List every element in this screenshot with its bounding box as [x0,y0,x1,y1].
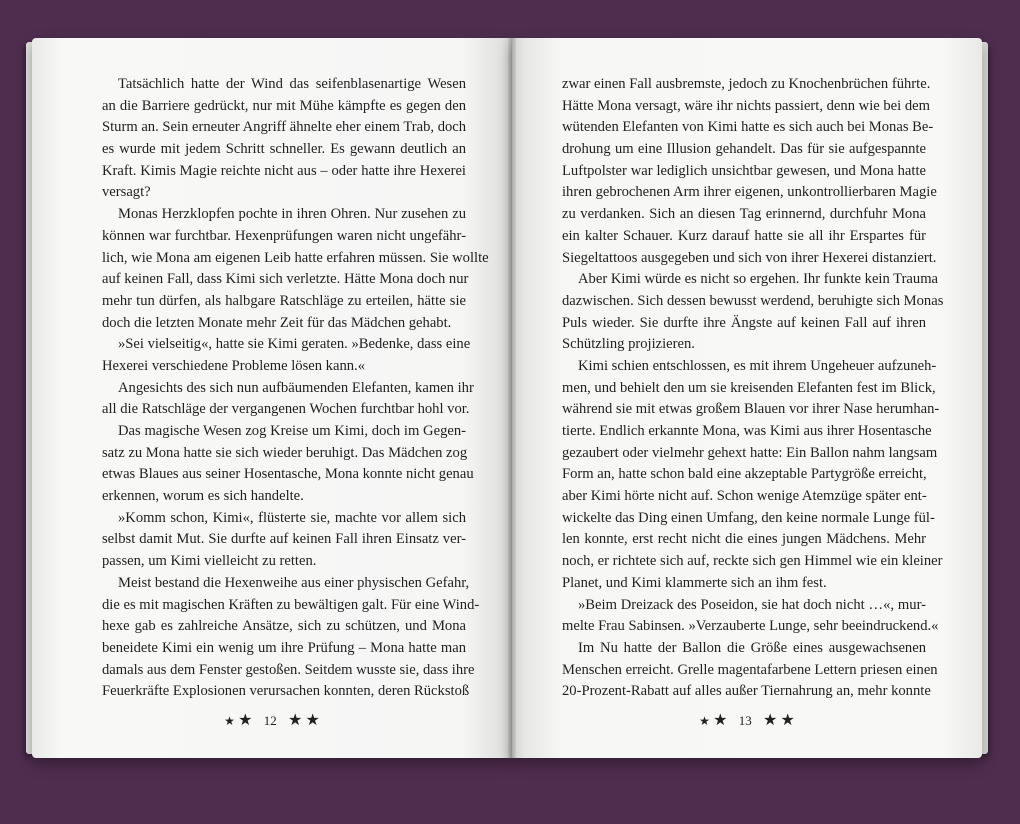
text-line: »Sei vielseitig«, hatte sie Kimi geraten. »Bedenke, dass eine [118,336,471,353]
text-line: auf keinen Fall, dass Kimi sich verletzte. Hätte Mona doch nur [102,271,469,288]
text-line: tierte. Endlich erkannte Mona, was Kimi aus ihrer Hosentasche [562,423,932,439]
open-book [32,38,988,764]
text-line: mehr tun dürfen, als halbgare Ratschläge zu erteilen, hätte sie [102,292,466,309]
text-line: Meist bestand die Hexenweihe aus einer physischen Gefahr, [118,574,470,591]
text-line: versagt? [102,184,151,201]
text-line: es wurde mit jedem Schritt schneller. Es gewann deutlich an [102,141,466,158]
text-line: noch, er richtete sich auf, reckte sich gen Himmel wie ein kleiner [562,553,943,570]
text-line: »Komm schon, Kimi«, flüsterte sie, machte vor allem sich [118,509,466,526]
text-line: etwas Blaues aus seiner Hosentasche, Mona konnte nicht genau [102,466,474,483]
text-line: men, und behielt den um sie kreisenden Elefanten fest im Blick, [562,379,936,396]
left-page [32,38,512,758]
star-icon: ★ [699,714,710,728]
text-line: selbst damit Mut. Sie durfte auf keinen Fall ihren Einsatz ver- [102,531,466,548]
text-line: Aber Kimi würde es nicht so ergehen. Ihr funkte kein Trauma [578,271,939,288]
text-line: Menschen erreicht. Grelle magentafarbene Lettern priesen einen [562,661,938,678]
text-line: 20-Prozent-Rabatt auf alles außer Tiernahrung an, mehr konnte [562,683,931,700]
right-page-text [562,74,944,703]
text-line: ihren gebrochenen Arm ihrer eigenen, unkontrollierbaren Magie [562,184,937,201]
text-line: gezaubert oder vielmehr gehext hatte: Ein Ballon nahm langsam [562,444,938,461]
text-line: satz zu Mona hatte sie sich wieder beruhigt. Das Mädchen zog [102,444,468,461]
star-icon: ★ [238,712,253,729]
text-line: beneidete Kimi ein wenig um ihre Prüfung – Mona hatte man [102,639,466,656]
text-line: melte Frau Sabinsen. »Verzauberte Lunge, sehr beeindruckend.« [562,618,939,635]
star-icon: ★ [713,712,728,729]
text-line: zwar einen Fall ausbremste, jedoch zu Knochenbrüchen führte. [562,76,931,92]
text-line: Siegeltattoos ausgegeben und sich von ihrer Hexerei distanziert. [562,249,937,266]
text-line: len konnte, erst recht nicht die eines jungen Mädchens. Mehr [562,531,926,548]
text-line: Im Nu hatte der Ballon die Größe eines ausgewachsenen [578,639,926,656]
page-number: 13 [738,713,752,728]
text-line: Schützling projizieren. [562,336,695,353]
text-line: »Beim Dreizack des Poseidon, sie hat doch nicht …«, mur- [578,596,926,613]
text-line: zu verdanken. Sich an diesen Tag erinnernd, durchfuhr Mona [562,206,926,223]
text-line: dazwischen. Sich dessen bewusst werdend, beruhigte sich Monas [562,292,944,309]
text-line: drohung um eine Illusion gehandelt. Das für sie aufgespannte [562,141,926,158]
text-line: Angesichts des sich nun aufbäumenden Elefanten, kamen ihr [118,379,474,396]
text-line: die es mit magischen Kräften zu bewältigen galt. Für eine Wind- [102,596,480,613]
text-line: Hexerei verschiedene Probleme lösen kann.« [102,357,365,374]
text-line: Form an, hatte schon bald eine akzeptable Partygröße erreicht, [562,466,927,483]
book-spine-shadow [508,38,516,758]
star-icon: ★ [287,712,303,729]
text-line: wütenden Elefanten von Kimi hatte es sich auch bei Monas Be- [562,119,934,136]
star-icon: ★ [305,712,320,729]
right-page [512,38,982,758]
text-line: Sturm an. Sein erneuter Angriff ähnelte eher einem Trab, doch [102,119,467,136]
text-line: Puls wieder. Sie durfte ihre Ängste auf keinen Fall auf ihren [562,314,926,331]
text-line: Kimi schien entschlossen, es mit ihrem Ungeheuer aufzuneh- [578,357,937,374]
page-number: 12 [263,713,277,728]
text-line: Luftpolster war lediglich unsichtbar gewesen, und Mona hatte [562,162,926,179]
left-page-text [102,74,489,703]
text-line: erkennen, worum es sich handelte. [102,488,304,505]
text-line: Planet, und Kimi klammerte sich an ihm fest. [562,574,827,591]
text-line: wickelte das Ding einen Umfang, den keine normale Lunge fül- [562,509,935,526]
text-line: Das magische Wesen zog Kreise um Kimi, doch im Gegen- [118,423,466,439]
text-line: lich, wie Mona am eigenen Leib hatte erfahren müssen. Sie wollte [102,249,489,266]
text-line: Kraft. Kimis Magie reichte nicht aus – oder hatte ihre Hexerei [102,162,466,179]
text-line: Feuerkräfte Explosionen verursachen konnten, deren Rückstoß [102,683,470,700]
text-line: damals aus dem Fenster gestoßen. Seitdem wusste sie, dass ihre [102,661,475,678]
text-line: aber Kimi hörte nicht auf. Schon wenige Atemzüge später ent- [562,488,927,505]
text-line: hexe gab es zahlreiche Ansätze, sich zu schützen, und Mona [102,618,466,635]
text-line: ein kalter Schauer. Kurz darauf hatte sie all ihr Erspartes für [562,227,926,244]
text-line: Tatsächlich hatte der Wind das seifenblasenartige Wesen [118,76,466,92]
right-page-folio [512,710,982,730]
text-line: können war furchtbar. Hexenprüfungen waren nicht ungefähr- [102,227,466,244]
left-page-folio [32,710,512,730]
text-line: Hätte Mona versagt, wäre ihr nichts passiert, denn wie bei dem [562,97,930,114]
star-icon: ★ [224,714,235,728]
star-icon: ★ [780,712,795,729]
text-line: all die Ratschläge der vergangenen Wochen furchtbar hohl vor. [102,401,470,418]
text-line: während sie mit etwas großem Blauen vor ihrer Nase herumhan- [562,401,940,418]
text-line: an die Barriere gedrückt, nur mit Mühe kämpfte es gegen den [102,97,466,114]
star-icon: ★ [762,712,778,729]
text-line: passen, um Kimi vielleicht zu retten. [102,553,317,570]
text-line: Monas Herzklopfen pochte in ihren Ohren. Nur zusehen zu [118,206,466,223]
text-line: doch die letzten Monate mehr Zeit für das Mädchen gehabt. [102,314,452,331]
